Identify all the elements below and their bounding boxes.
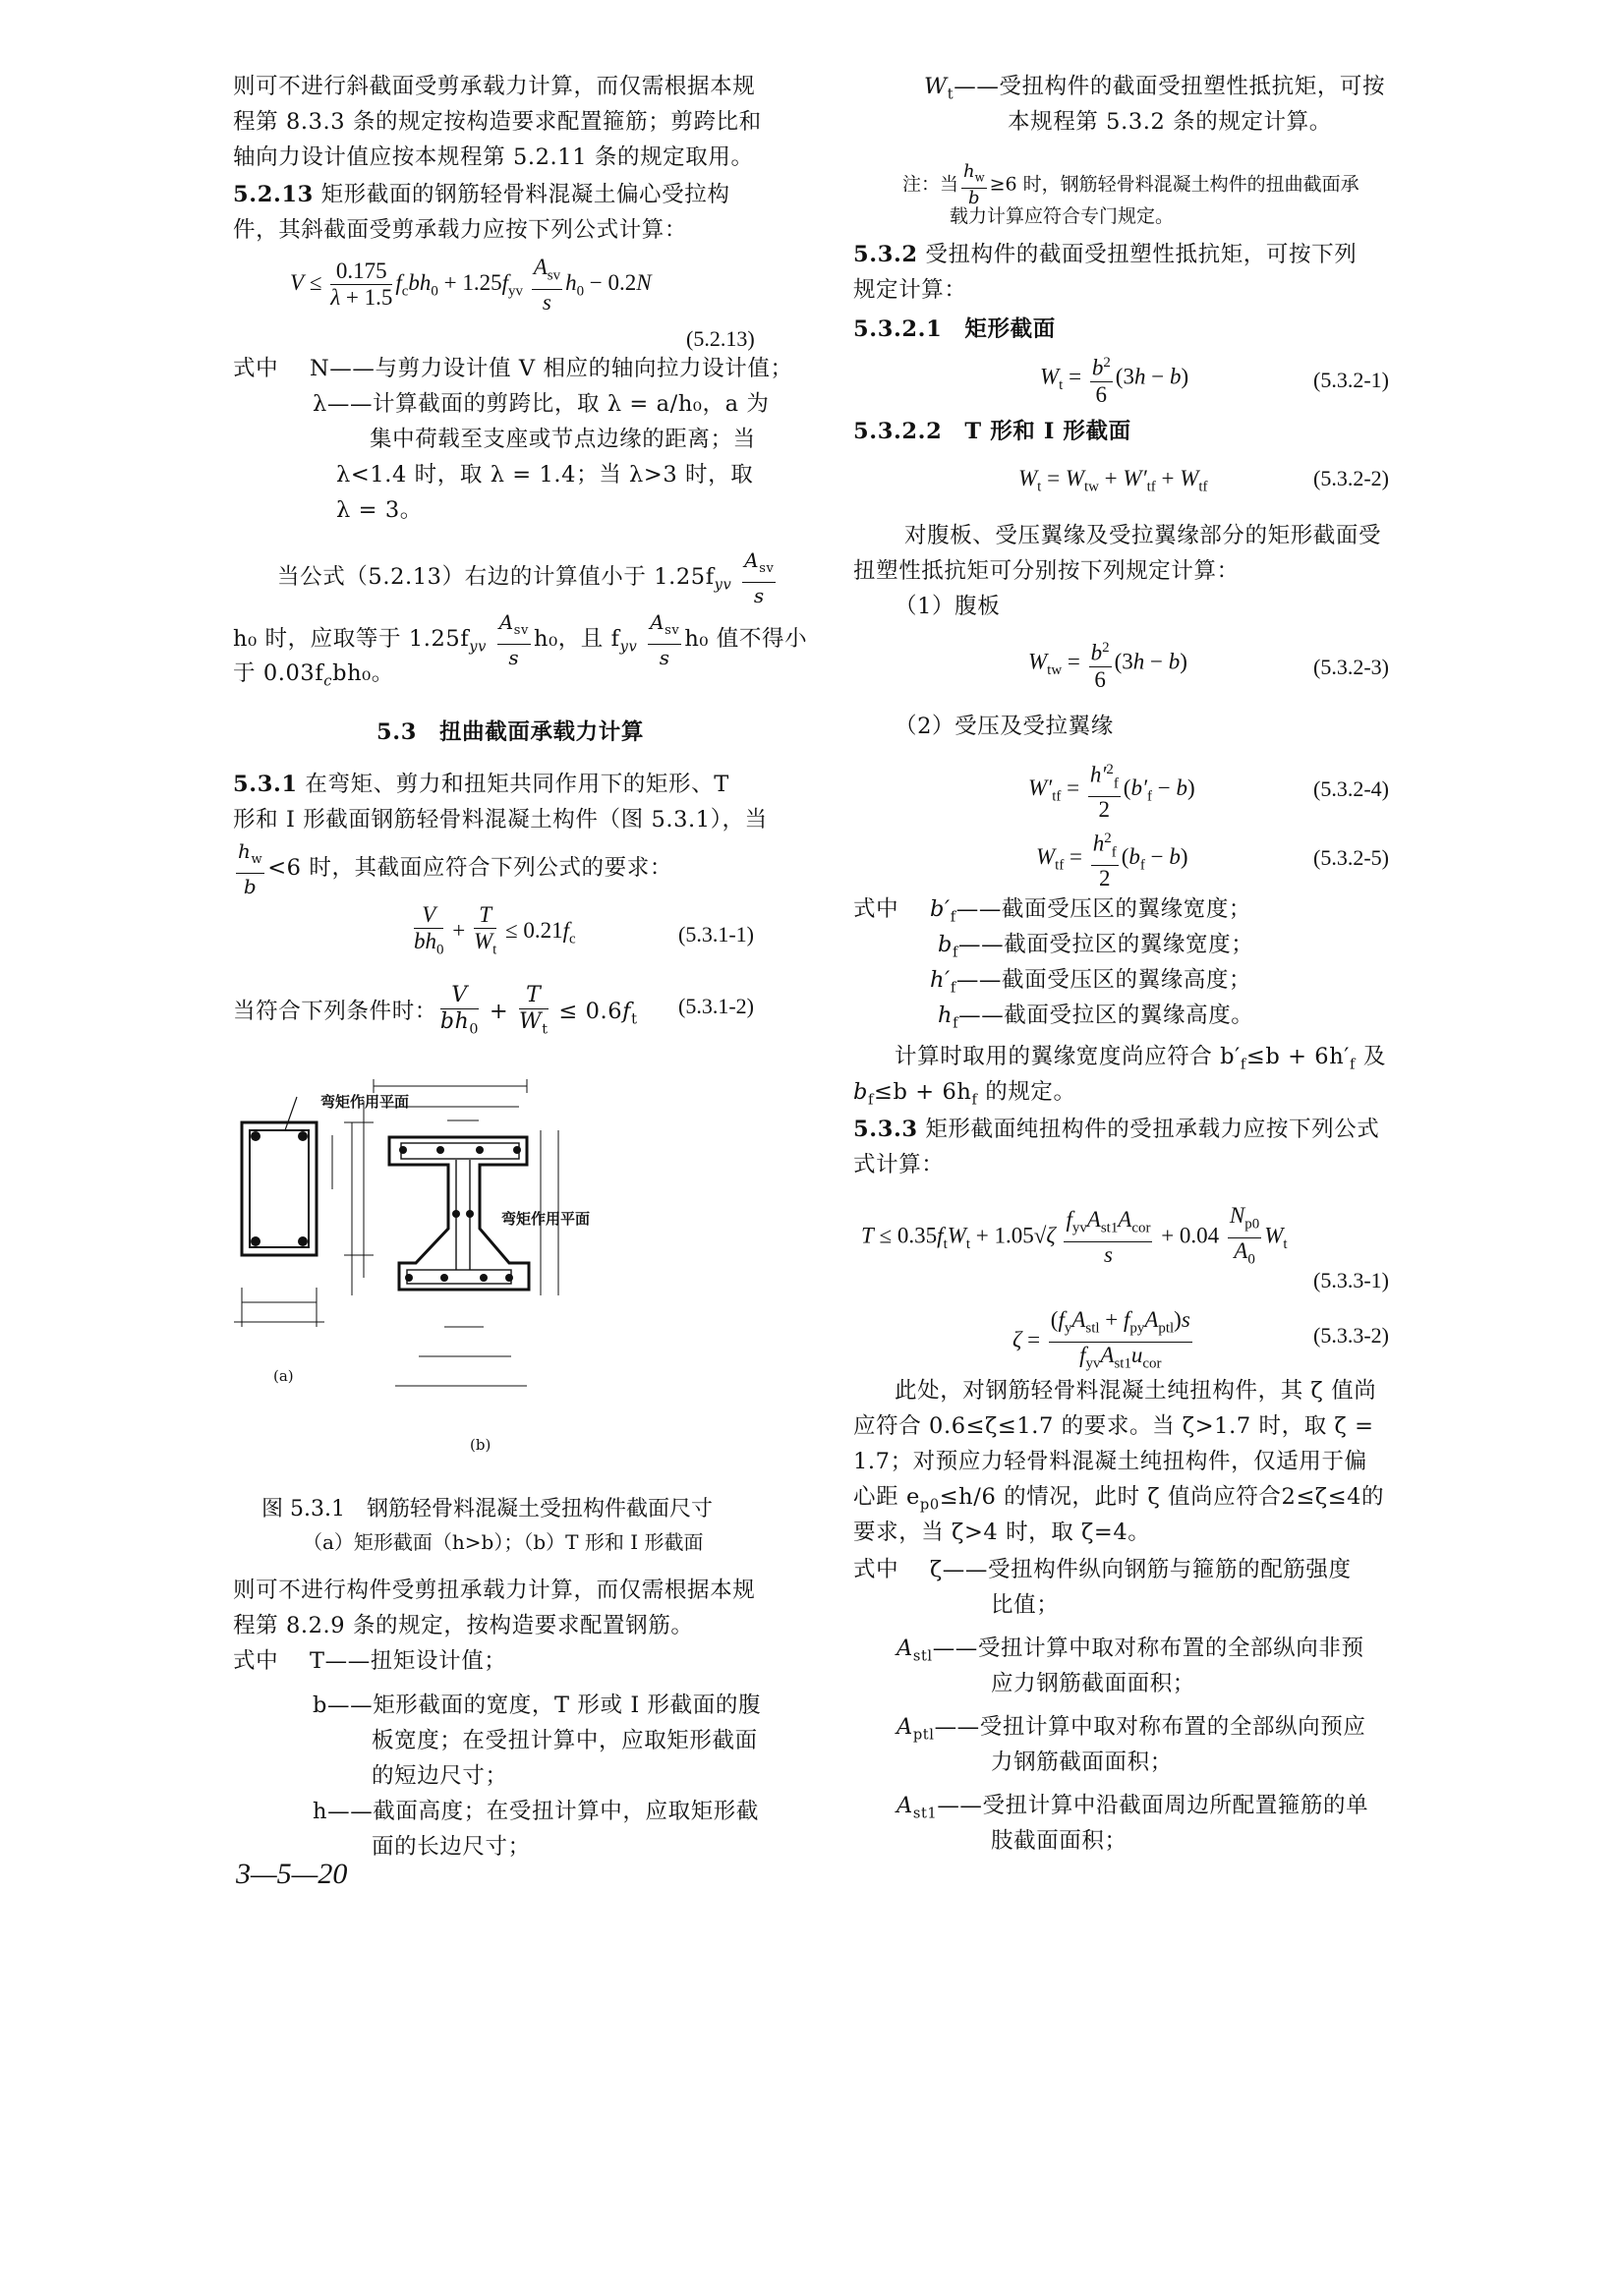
text-line: 应符合 0.6≤ζ≤1.7 的要求。当 ζ>1.7 时，取 ζ = [853, 1413, 1374, 1439]
text-line: 规定计算： [853, 277, 967, 303]
text-line: λ<1.4 时，取 λ = 1.4；当 λ>3 时，取 [336, 462, 754, 488]
equation-tag: (5.3.2-1) [1313, 368, 1389, 392]
figure-label: (a) [273, 1367, 294, 1385]
text-line-hw-b: $\frac{h_w}{b}$ <6 时，其截面应符合下列公式的要求： [238, 839, 672, 898]
where-label: 式中 [233, 356, 279, 381]
page-number: 3—5—20 [236, 1858, 348, 1890]
equation-tag: (5.3.1-1) [678, 922, 754, 947]
text-line: 形和 I 形截面钢筋轻骨料混凝土构件（图 5.3.1），当 [233, 807, 768, 832]
equation-5-2-13: V ≤ $\frac{0.175}{\lambda + 1.5}$ $f_cbh_0 + 1.25f_{yv}$ $\frac{A_{sv}}{s}$ $h_0 - 0.2N$ [290, 255, 652, 315]
figure-label: 弯矩作用平面 [501, 1210, 591, 1228]
text-line: 肢截面面积； [991, 1828, 1128, 1854]
equation-5-3-1-1: $\frac{V}{bh_0}$ + $\frac{T}{W_t}$ ≤ $0.21f_c$ [414, 902, 576, 958]
equation-5-3-2-3: $W_{tw}$ = $\frac{b^2}{6}$ (3h − b) [1028, 635, 1187, 693]
where-item-hf: $h_f——$截面受拉区的翼缘高度。 [938, 1003, 1254, 1032]
where-label: 式中 [853, 896, 899, 922]
where-label: 式中 [853, 1557, 899, 1582]
equation-5-3-2-4: $W'_{tf}$ = $\frac{h'^2_f}{2}$ $(b'_f - b)$ [1028, 757, 1195, 823]
where-item-Ast1: $A_{st1}——$受扭计算中沿截面周边所配置箍筋的单 [896, 1793, 1369, 1822]
text-line: 本规程第 5.3.2 条的规定计算。 [1008, 109, 1332, 135]
figure-subcaption: （a）矩形截面（h>b）；（b）T 形和 I 形截面 [303, 1530, 704, 1554]
section-5-3-1: 5.3.1 在弯矩、剪力和扭矩共同作用下的矩形、T [233, 772, 729, 797]
equation-5-3-3-1: $T \le 0.35f_tW_t + 1.05√\zeta$ $\frac{f_{yv}A_{st1}A_{cor}}{s}$ + 0.04 $\frac{N_{p0}}{A_0}$ $W_t$ [861, 1203, 1288, 1268]
equation-5-3-3-2: ζ = $\frac{(f_yA_{stl} + f_{py}A_{ptl})s}{f_{yv}A_{st1}u_{cor}}$ [1012, 1307, 1190, 1372]
equation-tag: (5.3.2-2) [1313, 466, 1389, 490]
text-line: 则可不进行斜截面受剪承载力计算，而仅需根据本规 [233, 74, 756, 99]
text-line: 件，其斜截面受剪承载力应按下列公式计算： [233, 217, 688, 243]
equation-5-3-2-1: $W_t$ = $\frac{b^2}{6}$ (3h − b) [1040, 350, 1188, 408]
equation-tag: (5.3.2-5) [1313, 845, 1389, 870]
subsection-5-3-2-2: 5.3.2.2 T 形和 I 形截面 [853, 419, 1131, 444]
text-line: 对腹板、受压翼缘及受拉翼缘部分的矩形截面受 [904, 523, 1382, 548]
text-line: 板宽度；在受扭计算中，应取矩形截面 [372, 1728, 758, 1753]
figure-caption: 图 5.3.1 钢筋轻骨料混凝土受扭构件截面尺寸 [261, 1497, 713, 1521]
section-text: 矩形截面的钢筋轻骨料混凝土偏心受拉构 [320, 182, 730, 207]
text-line: 比值； [991, 1592, 1060, 1618]
equation-tag: (5.2.13) [686, 326, 755, 351]
text-line: （1）腹板 [895, 594, 1001, 619]
condition-line-1: 当公式（5.2.13）右边的计算值小于 $1.25f_{yv}$ $\frac{A_{sv}}{s}$ [277, 548, 775, 607]
text-line: 心距 $e_{p0}\le h/6$ 的情况，此时 ζ 值尚应符合2≤ζ≤4的 [853, 1484, 1385, 1514]
figure-label: 弯矩作用平面 [320, 1093, 410, 1111]
section-5-3-title: 5.3 扭曲截面承载力计算 [376, 719, 644, 745]
text-line: 1.7；对预应力轻骨料混凝土纯扭构件，仅适用于偏 [853, 1449, 1367, 1474]
text-line: 力钢筋截面面积； [991, 1750, 1173, 1775]
text-line: （2）受压及受拉翼缘 [895, 714, 1114, 739]
equation-5-3-1-2: 当符合下列条件时： $\frac{V}{bh_0}$ + $\frac{T}{W_t}$ ≤ $0.6f_t$ [233, 983, 638, 1038]
section-number: 5.2.13 [233, 182, 314, 207]
equation-tag: (5.3.2-3) [1313, 655, 1389, 679]
where-item-Wt: $W_t——$受扭构件的截面受扭塑性抵抗矩，可按 [924, 74, 1386, 103]
text-line-limit-1: 计算时取用的翼缘宽度尚应符合 $b'_f\le b + 6h'_f$ 及 [895, 1044, 1386, 1073]
equation-tag: (5.3.1-2) [678, 994, 754, 1018]
note-line: 注：当 $\frac{h_w}{b}$ ≥6 时，钢筋轻骨料混凝土构件的扭曲截面承 [902, 161, 1359, 208]
section-5-2-13 [233, 178, 729, 211]
where-item-Aptl: $A_{ptl}——$受扭计算中取对称布置的全部纵向预应 [896, 1714, 1366, 1744]
text-line: 程第 8.2.9 条的规定，按构造要求配置钢筋。 [233, 1613, 694, 1638]
where-item-bf-prime: $b'_f——$截面受压区的翼缘宽度； [930, 896, 1252, 926]
where-item-hf-prime: $h'_f——$截面受压区的翼缘高度； [930, 967, 1252, 997]
where-item-T: T——扭矩设计值； [310, 1648, 507, 1674]
where-item-Astl: $A_{stl}——$受扭计算中取对称布置的全部纵向非预 [896, 1636, 1364, 1665]
where-item-lambda: λ——计算截面的剪跨比，取 λ = a/h₀，a 为 [313, 391, 770, 417]
text-line-limit-2: $b_f\le b + 6h_f$ 的规定。 [853, 1079, 1076, 1109]
text-line: 的短边尺寸； [372, 1763, 508, 1789]
text-line: 扭塑性抵抗矩可分别按下列规定计算： [853, 558, 1240, 584]
equation-tag: (5.3.2-4) [1313, 776, 1389, 801]
note-line: 载力计算应符合专门规定。 [950, 205, 1175, 227]
where-item-N: N——与剪力设计值 V 相应的轴向拉力设计值； [310, 356, 793, 381]
condition-line-2: h₀ 时，应取等于 $1.25f_{yv}$ $\frac{A_{sv}}{s}$ h₀，且 $f_{yv}$ $\frac{A_{sv}}{s}$ h₀ 值不得小 [233, 610, 808, 669]
text-line: 应力钢筋截面面积； [991, 1671, 1195, 1696]
equation-5-3-2-2: $W_t = W_{tw} + W'_{tf} + W_{tf}$ [1018, 466, 1208, 495]
where-item-bf: $b_f——$截面受拉区的翼缘宽度； [938, 932, 1254, 961]
where-item-b: b——矩形截面的宽度，T 形或 I 形截面的腹 [313, 1693, 762, 1718]
condition-line-3: 于 $0.03f_cbh_0$。 [233, 660, 394, 690]
text-line: 则可不进行构件受剪扭承载力计算，而仅需根据本规 [233, 1578, 756, 1603]
subsection-5-3-2-1: 5.3.2.1 矩形截面 [853, 316, 1056, 342]
equation-5-3-2-5: $W_{tf}$ = $\frac{h^2_f}{2}$ $(b_f - b)$ [1036, 826, 1188, 891]
figure-label: (b) [470, 1436, 491, 1454]
text-line: 要求，当 ζ>4 时，取 ζ=4。 [853, 1520, 1151, 1545]
where-item-zeta: ζ——受扭构件纵向钢筋与箍筋的配筋强度 [930, 1557, 1352, 1582]
where-label: 式中 [233, 1648, 279, 1674]
text-line: 式计算： [853, 1152, 945, 1177]
section-5-3-3: 5.3.3 矩形截面纯扭构件的受扭承载力应按下列公式 [853, 1117, 1380, 1142]
text-line: 集中荷载至支座或节点边缘的距离；当 [370, 427, 756, 452]
text-line: 程第 8.3.3 条的规定按构造要求配置箍筋；剪跨比和 [233, 109, 762, 135]
equation-tag: (5.3.3-1) [1313, 1268, 1389, 1292]
text-line: 轴向力设计值应按本规程第 5.2.11 条的规定取用。 [233, 144, 754, 170]
equation-tag: (5.3.3-2) [1313, 1323, 1389, 1348]
section-5-3-2: 5.3.2 受扭构件的截面受扭塑性抵抗矩，可按下列 [853, 242, 1358, 267]
figure-5-3-1 [226, 1042, 806, 1455]
text-line: 此处，对钢筋轻骨料混凝土纯扭构件，其 ζ 值尚 [895, 1378, 1377, 1404]
text-line: 面的长边尺寸； [372, 1834, 531, 1860]
where-item-h: h——截面高度；在受扭计算中，应取矩形截 [313, 1799, 759, 1824]
text-line: λ = 3。 [336, 497, 423, 523]
